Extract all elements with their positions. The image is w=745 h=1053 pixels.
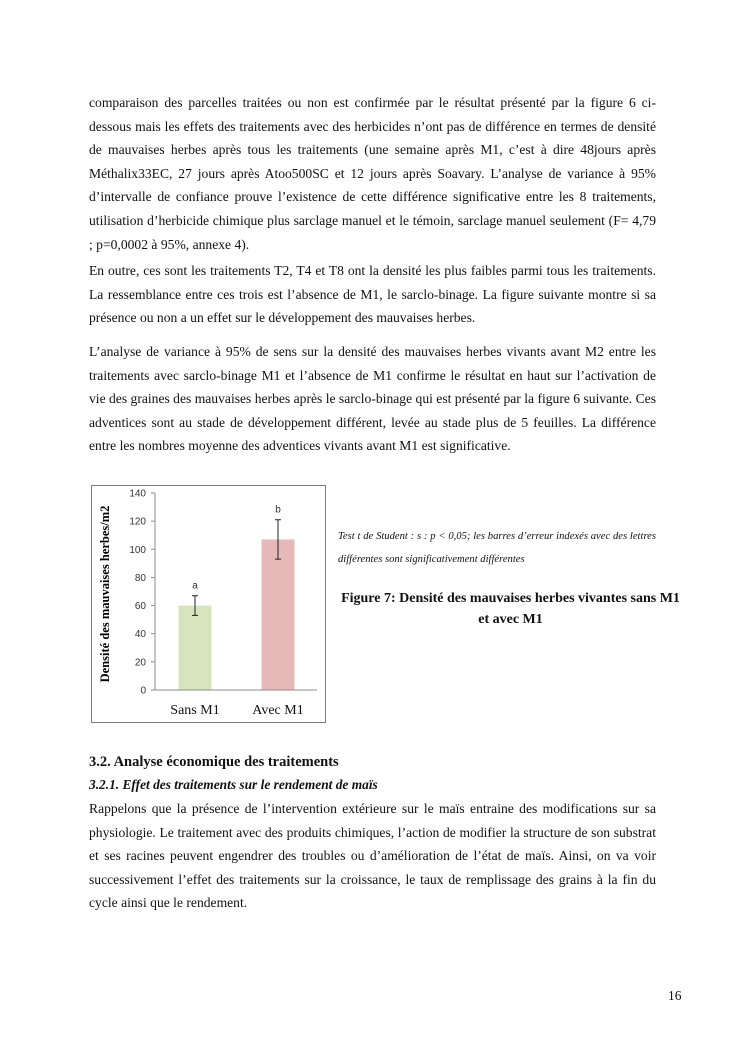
x-axis: [155, 690, 317, 718]
x-tick-label: Avec M1: [252, 703, 304, 718]
paragraph-anova-m1: L’analyse de variance à 95% de sens sur la densité des mauvaises herbes vivants avant M2 entre les traitements avec sarclo-binage M1 et l’absence de M1 confirme le résultat en haut sur l’activation de vie des graines des mauvaises herbes après le sarclo-binage qui est présenté par la figure 6 suivante. Ces adventices sont au stade de développement différent, levée au stade plus de 5 feuilles. La différence entre les nombres moyenne des adventices vivants avant M1 est significative.: [89, 344, 656, 454]
figure-title: Figure 7: Densité des mauvaises herbes vivantes sans M1 et avec M1: [341, 591, 680, 627]
y-tick-label: 60: [134, 601, 146, 613]
subsection-heading: 3.2.1. Effet des traitements sur le rendement de maïs: [89, 777, 378, 792]
x-tick-label: Sans M1: [170, 703, 220, 718]
paragraph-rappelons: Rappelons que la présence de l’intervention extérieure sur le maïs entraine des modifications sur sa physiologie. Le traitement avec des produits chimiques, l’action de modifier la structure de son substrat et ses racines peuvent engendrer des troubles ou d’amélioration de l’état de maïs. Ainsi, on va voir successivement l’effet des traitements sur la croissance, le taux de remplissage des grains à la fin du cycle ainsi que le rendement.: [89, 801, 656, 911]
y-axis-label: Densité des mauvaises herbes/m2: [98, 505, 112, 683]
y-tick-label: 140: [129, 488, 146, 500]
y-tick-label: 0: [140, 685, 146, 697]
page-number: 16: [668, 988, 682, 1003]
y-tick-label: 80: [134, 572, 146, 584]
paragraph-t2-t4-t8: En outre, ces sont les traitements T2, T4 et T8 ont la densité les plus faibles parmi tous les traitements. La ressemblance entre ces trois est l’absence de M1, le sarclo-binage. La figure suivante montre si sa présence ou non a un effet sur le développement des mauvaises herbes.: [89, 263, 656, 326]
bar-avec-m1: [262, 539, 295, 690]
y-tick-label: 20: [134, 657, 146, 669]
section-heading: 3.2. Analyse économique des traitements: [89, 754, 339, 770]
bars: [179, 505, 295, 690]
chart-frame: [91, 485, 326, 723]
y-tick-label: 40: [134, 629, 146, 641]
y-axis: [129, 489, 155, 697]
y-tick-label: 100: [129, 544, 146, 556]
significance-letter: a: [192, 580, 198, 592]
significance-letter: b: [275, 504, 281, 516]
paragraph-anova-traitements: comparaison des parcelles traitées ou non est confirmée par le résultat présenté par la figure 6 ci-dessous mais les effets des traitements avec des herbicides n’ont pas de différence en termes de densité de mauvaises herbes après tous les traitements (une semaine après M1, c’est à dire 48jours après Méthalix33EC, 27 jours après Atoo500SC et 12 jours après Soavary. L’analyse de variance à 95% d’intervalle de confiance prouve l’existence de cette différence significative entre les 8 traitements, utilisation d’herbicide chimique plus sarclage manuel et le témoin, sarclage manuel seulement (F= 4,79 ; p=0,0002 à 95%, annexe 4).: [89, 95, 656, 252]
y-tick-label: 120: [129, 516, 146, 528]
figure-note: Test t de Student : s : p < 0,05; les barres d’erreur indexés avec des lettres différentes sont significativement différentes: [338, 531, 656, 565]
bar-sans-m1: [179, 606, 212, 690]
bar-chart: [92, 486, 325, 722]
